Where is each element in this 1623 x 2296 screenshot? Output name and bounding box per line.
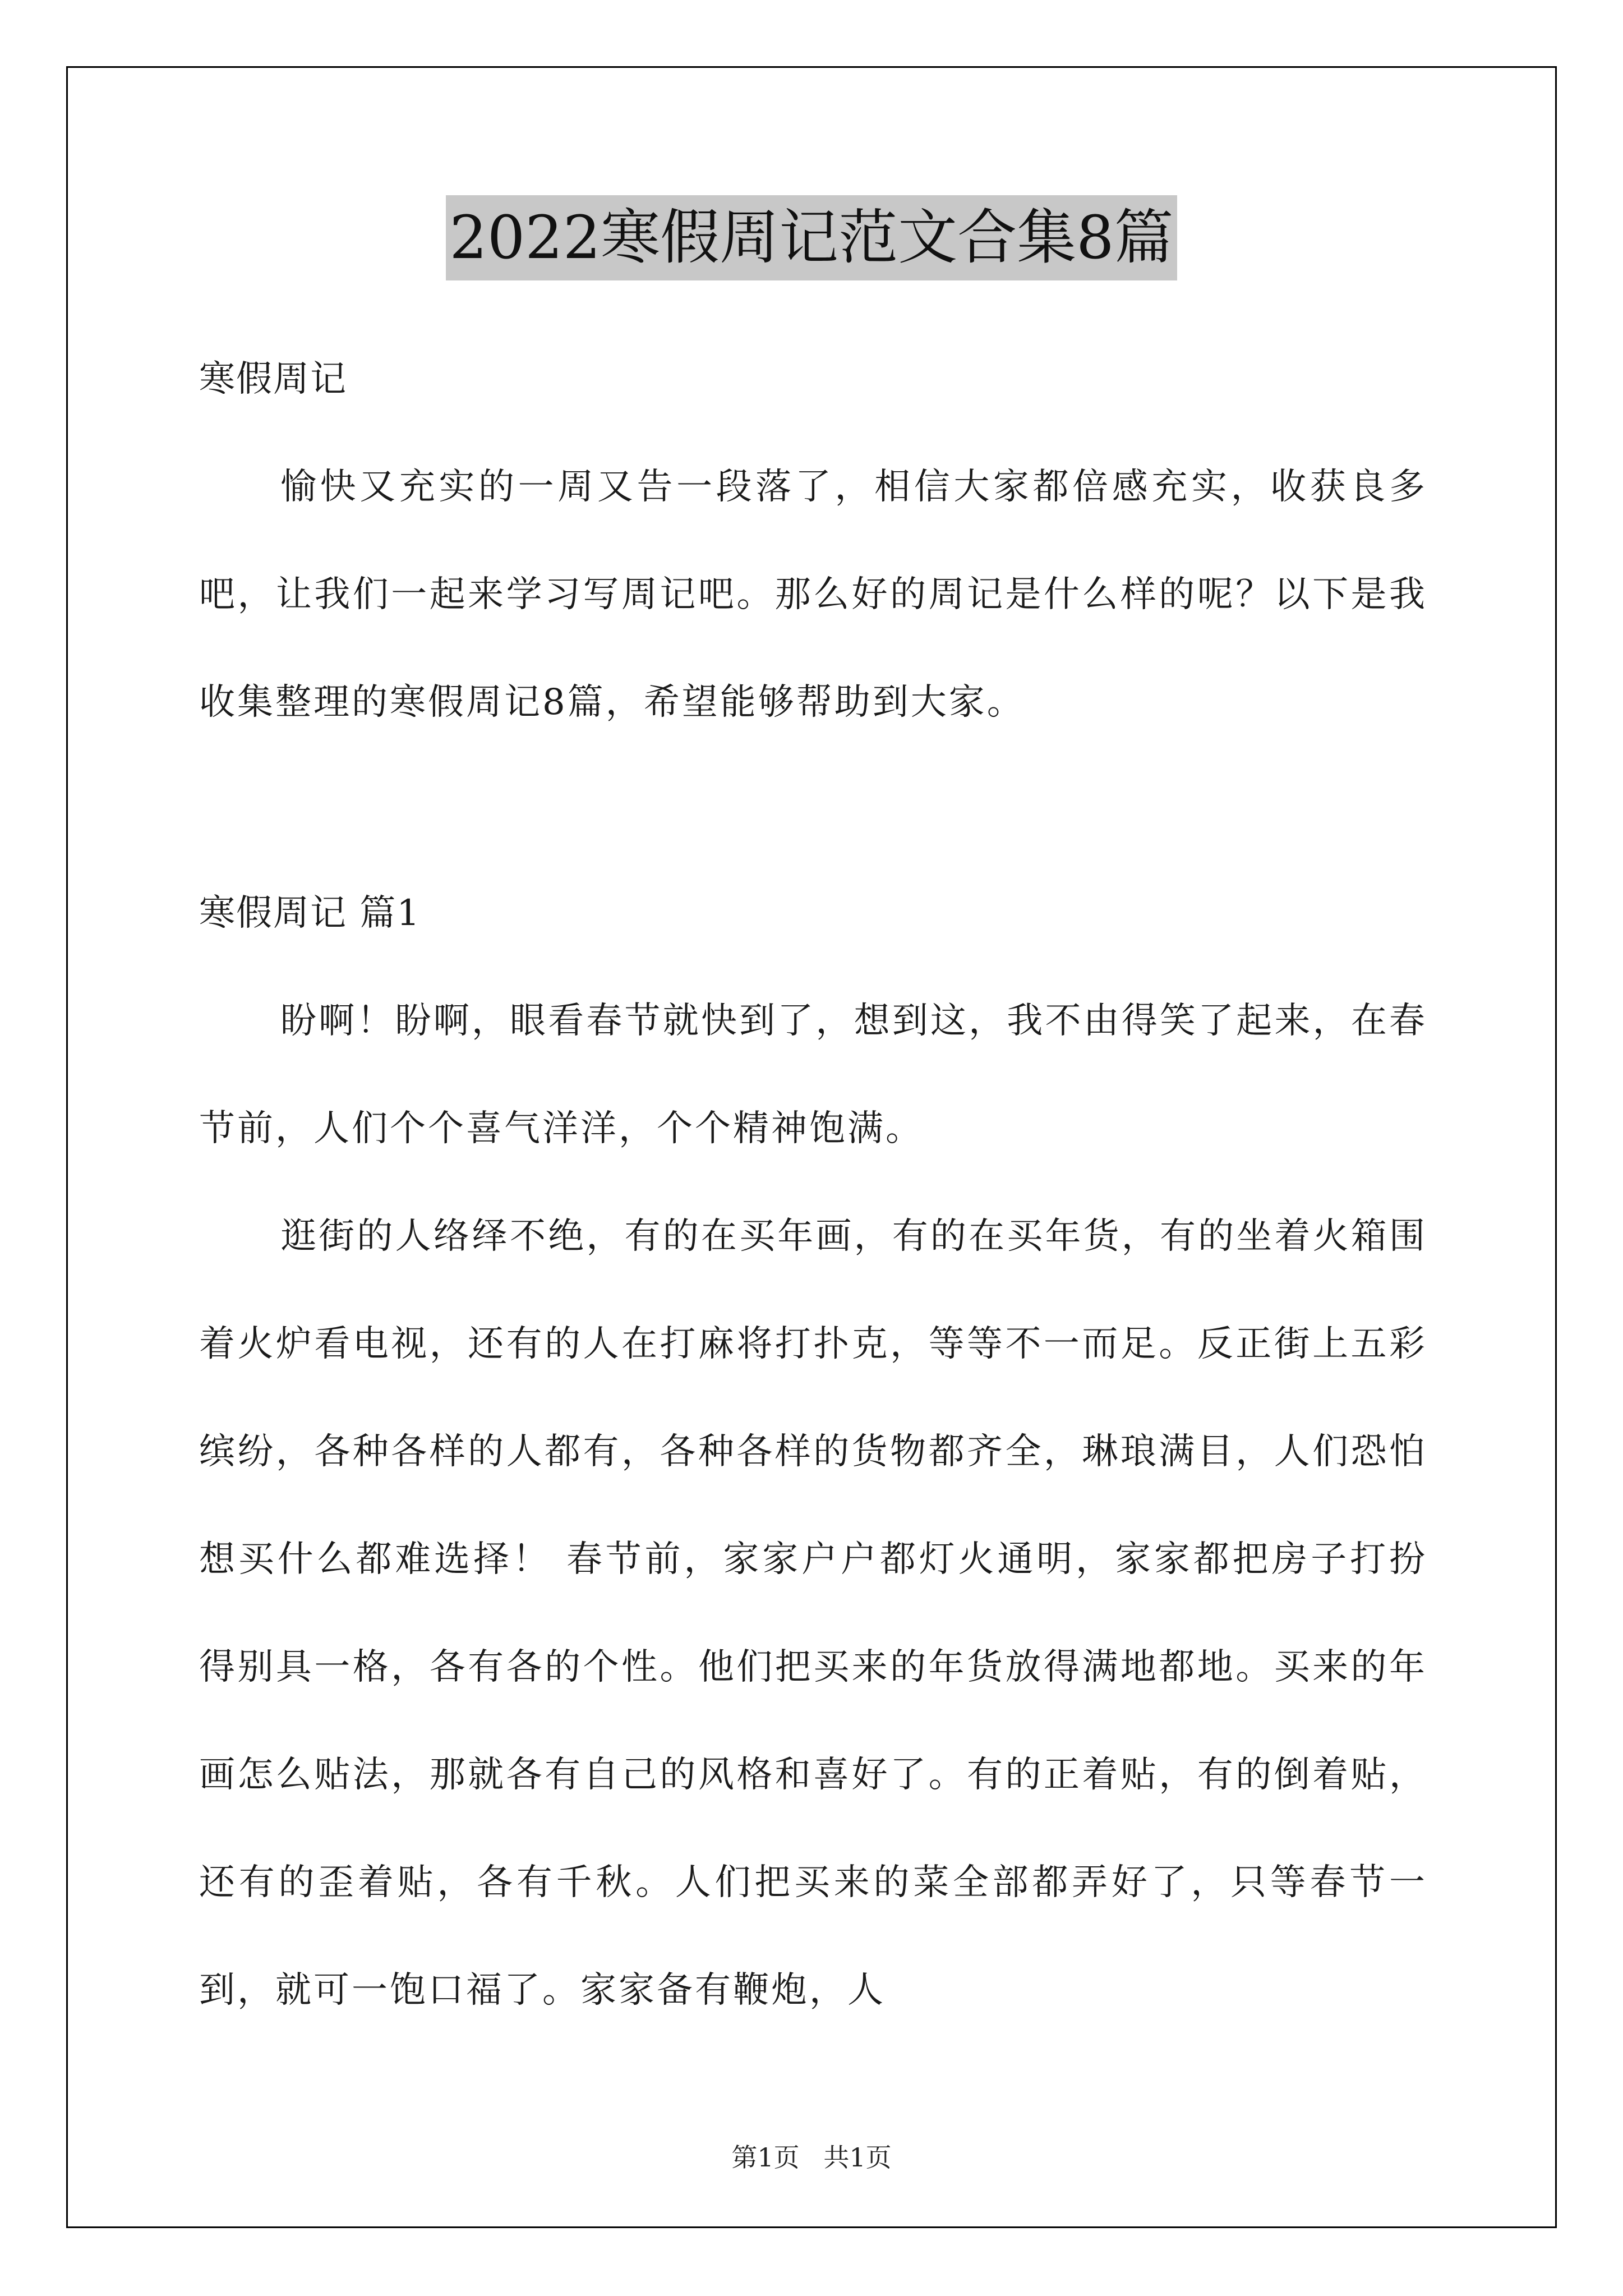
page-footer [0, 2137, 1623, 2174]
page-total: 共1页 [823, 2142, 892, 2173]
intro-section [199, 433, 1427, 756]
section-paragraph-1: 盼啊！盼啊，眼看春节就快到了，想到这，我不由得笑了起来，在春节前，人们个个喜气洋洋，个个精神饱满。 [199, 1000, 1427, 1149]
intro-paragraph: 愉快又充实的一周又告一段落了，相信大家都倍感充实，收获良多吧，让我们一起来学习写周记吧。那么好的周记是什么样的呢？以下是我收集整理的寒假周记8篇，希望能够帮助到大家。 [199, 466, 1427, 723]
title-container [0, 195, 1623, 280]
section-body [199, 967, 1427, 2044]
document-title: 2022寒假周记范文合集8篇 [446, 195, 1177, 280]
section-paragraph-2: 逛街的人络绎不绝，有的在买年画，有的在买年货，有的坐着火箱围着火炉看电视，还有的人在打麻将打扑克，等等不一而足。反正街上五彩缤纷，各种各样的人都有，各种各样的货物都齐全，琳琅满目，人们恐怕想买什么都难选择！ 春节前，家家户户都灯火通明，家家都把房子打扮得别具一格，各有各的个性。他们把买来的年货放得满地都地。买来的年画怎么贴法，那就各有自己的风格和喜好了。有的正着贴，有的倒着贴，还有的歪着贴，各有千秋。人们把买来的菜全部都弄好了，只等春节一到，就可一饱口福了。家家备有鞭炮，人 [199, 1216, 1427, 2011]
section-heading: 寒假周记 篇1 [199, 892, 421, 934]
intro-heading: 寒假周记 [199, 358, 347, 400]
page-number: 第1页 [731, 2142, 800, 2173]
